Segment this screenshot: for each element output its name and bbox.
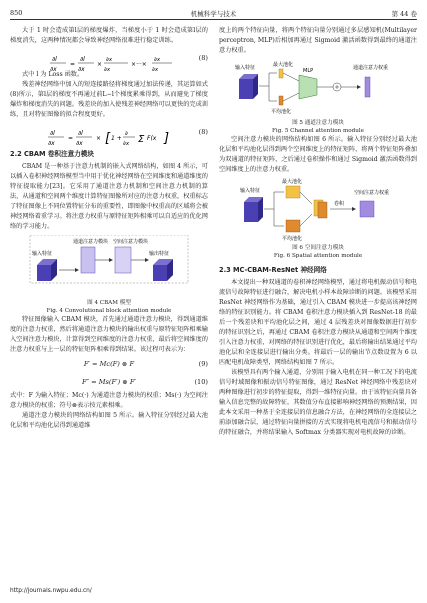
- fig5-avgpool-label: 平均池化: [271, 109, 292, 115]
- figure-6-caption-cn: 图 6 空间注意力模块: [292, 245, 344, 251]
- right-column: [219, 26, 417, 438]
- fig5-maxpool-label: 最大池化: [273, 62, 294, 68]
- svg-text:∂x: ∂x: [76, 140, 83, 147]
- svg-text:∂l: ∂l: [80, 56, 85, 63]
- paragraph: 残差神经网络中加入的短连接路径将梯度通过加法传递，其运算如式(8)所示，第l层的梯度不再通过前L−l个梯度累乘得到，从而避免了梯度爆炸和梯度消失的问题。残差块的加入使残差神经网络可以更快的完成训练，且对特征图像的拟合程度更好。: [10, 81, 208, 118]
- fig5-mlp-label: MLP: [303, 68, 314, 74]
- page-header: [10, 8, 417, 20]
- figure-5-caption-en: Fig. 5 Channel attention module: [272, 128, 364, 134]
- channel-attention-block: [81, 247, 95, 273]
- figure-4: [29, 235, 189, 297]
- paragraph: 式中：F 为输入特征；Mc(·) 为通道注意力模块的权重；Ms(·) 为空间注意力模块的权重；符号⊗表示按元素相乘。: [10, 392, 208, 409]
- equation-7-formula: [10, 53, 208, 75]
- maxpool-vector: [279, 69, 283, 78]
- paragraph: 度上的两个特征向量，将两个特征向量分别通过多层感知机(Multilayer perceptron, MLP)后相加再通过 Sigmoid 激活函数得到最终的通道注意力权重。: [219, 27, 417, 54]
- figure-5-caption-cn: 图 5 通道注意力模块: [292, 120, 344, 126]
- footer-url: http://journals.nwpu.edu.cn/: [10, 588, 92, 594]
- equation-8-number: (8): [198, 128, 208, 136]
- svg-text:∂l: ∂l: [78, 130, 83, 137]
- fig4-output-label: 输出特征: [149, 251, 170, 257]
- svg-text:∂x: ∂x: [78, 66, 85, 73]
- svg-text:∂x: ∂x: [104, 67, 111, 73]
- paragraph: 大于 1 时会造成第l层的梯度爆炸，当梯度小于 1 时会造成第l层的梯度消失，这两种情况都会导致神经网络很难进行稳定训练。: [10, 27, 208, 44]
- spatial-attention-block: [115, 247, 131, 273]
- svg-text:1 +: 1 +: [111, 135, 122, 142]
- figure-6-caption-en: Fig. 6 Spatial attention module: [273, 253, 363, 259]
- paragraph: 通道注意力模块的网络结构如图 5 所示。输入特征分别经过最大池化层和平均池化层得到通道维: [10, 412, 208, 429]
- fig5-input-block: [239, 79, 253, 99]
- channel-attention-diagram: [233, 59, 403, 117]
- svg-text:×: ×: [97, 61, 103, 68]
- fig6-maxpool-label: 最大池化: [282, 179, 303, 185]
- equation-7-number: (8): [198, 54, 208, 62]
- paragraph: 式中 l 为 Loss 函数。: [22, 71, 84, 78]
- svg-text:∂: ∂: [125, 131, 128, 137]
- equation-8: [10, 120, 208, 147]
- figure-4-caption-en: Fig. 4 Convolutional block attention module: [46, 308, 172, 314]
- equation-9-formula: F′ = Mc(F) ⊗ F: [83, 360, 135, 368]
- paragraph: 本文提出一种双通道的卷积神经网络模型，通过将电机振动信号和电流信号故障特征进行融合，解决电机小样本故障诊断的问题。该模型采用 ResNet 神经网络作为基础，通过引入 CBAM 模块进一步提高该神经网络的特征识别能力。将 CBAM 卷积注意力模块插入到 ResNet-18 的最后一个残差块和平均池化层之间，通过 4 层残差块对图像数据进行初步的特征识别之后，再通过 CBAM 卷积注意力模块从通道和空间两个维度引入注意力权重，对网络的特征识别进行优化，最后将输出结果通过平均池化层和全连接层进行输出分类。将最后一层的输出节点数设置为 6 以匹配电机故障类型，网络结构如图 7 所示。: [219, 279, 417, 366]
- svg-text:∂x: ∂x: [106, 57, 113, 63]
- fig6-output-label: 空间注意力权重: [354, 190, 390, 196]
- section-heading: 2.3 MC-CBAM-ResNet 神经网络: [219, 266, 327, 274]
- input-feature-block: [37, 265, 51, 281]
- fig4-spatial-label: 空间注意力模块: [113, 239, 149, 245]
- fig5-input-label: 输入特征: [235, 65, 256, 71]
- volume-label: 第 44 卷: [391, 10, 417, 18]
- svg-text:∂x: ∂x: [154, 57, 161, 63]
- svg-text:=: =: [70, 61, 76, 68]
- figure-5: [233, 59, 403, 117]
- fig5-output-label: 通道注意力权重: [353, 65, 389, 71]
- avgpool-vector: [279, 96, 283, 105]
- svg-text:]: ]: [164, 131, 170, 146]
- equation-7: [10, 46, 208, 73]
- svg-text:∂x: ∂x: [50, 66, 57, 73]
- figure-4-caption-cn: 图 4 CBAM 模型: [87, 300, 131, 306]
- equation-8-formula: [10, 127, 208, 149]
- page-number: 850: [10, 9, 23, 17]
- fig6-conv-label: 卷积: [334, 201, 345, 207]
- section-heading: 2.2 CBAM 卷积注意力模块: [10, 150, 94, 158]
- left-column: [10, 26, 208, 431]
- mlp-block: [299, 75, 317, 99]
- svg-text:∂l: ∂l: [50, 130, 55, 137]
- figure-6: [238, 178, 398, 242]
- svg-text:∂x: ∂x: [48, 140, 55, 147]
- fig6-maxpool-map: [286, 186, 300, 198]
- stacked-map-back: [318, 202, 327, 218]
- spatial-weight-map: [360, 201, 374, 217]
- equation-10-number: (10): [194, 378, 208, 386]
- journal-title: 机械科学与技术: [190, 10, 237, 18]
- cbam-diagram: [29, 235, 189, 297]
- svg-text:Σ: Σ: [138, 134, 145, 145]
- equation-9: [10, 355, 208, 373]
- fig4-channel-label: 通道注意力模块: [73, 239, 109, 245]
- paragraph: 空间注意力模块的网络结构如图 6 所示。输入特征分别经过最大池化层和平均池化层得到两个空间维度上的特征矩阵，将两个特征矩阵叠加为双通道的特征矩阵，之后通过卷积操作和通过 Sigmoid 激活函数得到空间维度上的注意力权重。: [219, 136, 417, 173]
- svg-text:∂x: ∂x: [123, 141, 130, 147]
- output-feature-block: [153, 265, 167, 281]
- equation-10-formula: F″ = Ms(F′) ⊗ F′: [82, 378, 136, 386]
- fig4-input-label: 输入特征: [32, 251, 53, 257]
- paragraph: 特征图像输入 CBAM 模块，首先通过通道注意力模块，得到通道维度的注意力权重，然后将通道注意力模块的输出权重与原特征矩阵相乘输入空间注意力模块，计算得到空间维度的注意力权重，最后将空间维度的注意力权重与上一层的特征矩阵相乘得到结果。该过程可表示为：: [10, 316, 208, 353]
- svg-text:F(x: F(x: [147, 135, 157, 142]
- fig6-input-label: 输入特征: [240, 188, 261, 194]
- channel-weight-vector: [365, 77, 370, 97]
- equation-9-number: (9): [198, 360, 208, 368]
- svg-text:∂l: ∂l: [52, 56, 57, 63]
- spatial-attention-diagram: [238, 178, 398, 242]
- fig6-avgpool-label: 平均池化: [282, 236, 303, 242]
- paragraph: CBAM 是一种基于注意力机制的嵌入式网络结构，如图 4 所示，可以插入卷积神经网络模型当中用于优化神经网络在空间维度和通道维度的特征提取能力[23]。它采用了通道注意力机制和空间注意力机制的算法，从通道和空间两个维度计算特征图像所对应的注意力权重，权重标志了特征图像上不同位置特征分布的重要性，即图像中权重高的区域将会被神经网络着重学习。将注意力权重与原特征矩阵相乘可以自适应的优化网络的学习能力。: [10, 163, 208, 230]
- svg-text:[: [: [105, 131, 111, 146]
- svg-text:∂x: ∂x: [152, 67, 159, 73]
- svg-text:×···×: ×···×: [131, 61, 147, 68]
- equation-10: [10, 373, 208, 391]
- fig6-avgpool-map: [286, 220, 300, 232]
- fig6-input-block: [244, 202, 258, 222]
- svg-text:×: ×: [96, 135, 102, 142]
- svg-text:=: =: [68, 135, 74, 142]
- paragraph: 该模型具有两个输入通道，分别用于输入电机在同一种工况下的电流信号时域图像和振动信号特征图像，通过 ResNet 神经网络中残差块对两种图像进行初步的特征提取，得到一维特征向量。由于该特征向量具备输入信息完整的故障特征，其数值分布直接影响神经网络的预测结果，因此本文采用一种基于全连接层的信息融合方法，在神经网络的全连接层之前添加融合层，通过特征向量拼接的方式实现将电机电流信号和振动信号的特征融合，并将结果输入 Softmax 分类器实现对电机故障的诊断。: [219, 369, 417, 436]
